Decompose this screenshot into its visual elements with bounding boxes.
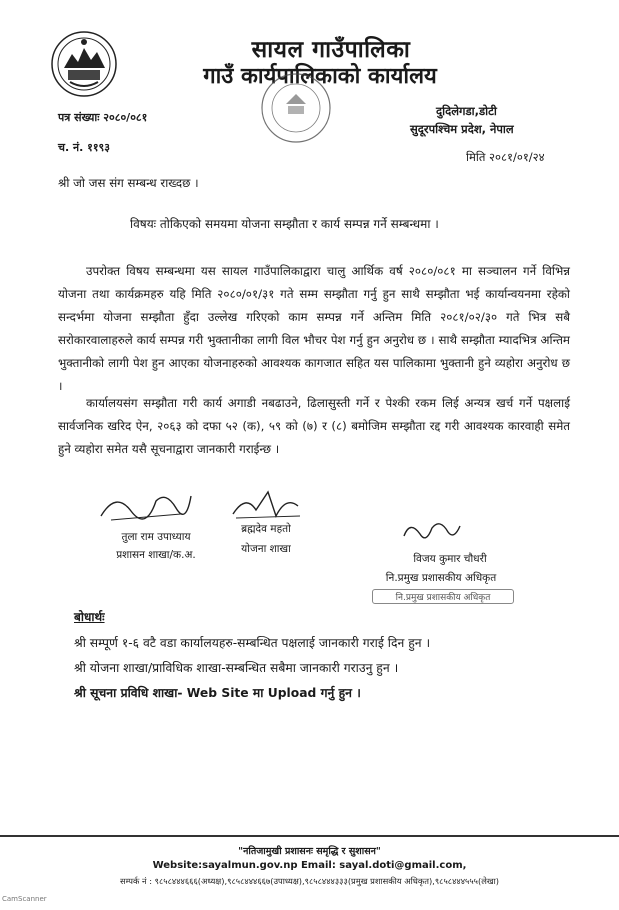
signatory-3-title: नि.प्रमुख प्रशासकीय अधिकृत bbox=[385, 572, 497, 584]
footer-motto: "नतिजामुखी प्रशासनः समृद्धि र सुशासन" bbox=[238, 846, 381, 857]
signatory-1-title: प्रशासन शाखा/क.अ. bbox=[116, 549, 196, 561]
recipient-line: श्री जो जस संग सम्बन्ध राख्दछ । bbox=[58, 176, 199, 190]
signatory-2-title: योजना शाखा bbox=[241, 543, 291, 555]
cc-heading: बोधार्थः bbox=[74, 610, 105, 624]
signature-1 bbox=[96, 486, 196, 530]
scanner-watermark: CamScanner bbox=[2, 895, 47, 903]
cc-item-3: श्री सूचना प्रविधि शाखा- Web Site मा Upload गर्नु हुन । bbox=[74, 686, 361, 700]
signatory-1-name: तुला राम उपाध्याय bbox=[121, 531, 191, 543]
org-name-line1: सायल गाउँपालिका bbox=[251, 37, 411, 63]
footer-web-email: Website:sayalmun.gov.np Email: sayal.doti@gmail.com, bbox=[152, 860, 467, 871]
office-seal-stamp bbox=[256, 68, 336, 148]
address-line2: सुदूरपश्चिम प्रदेश, नेपाल bbox=[410, 122, 514, 136]
footer-contacts: सम्पर्क नं : ९८५८४४४६६६(अध्यक्ष),९८५८४४४६६७(उपाध्यक्ष),९८५८४४४३३३(प्रमुख प्रशासकीय अधिकृत),९८५८४४४५५५(लेखा) bbox=[120, 876, 499, 886]
letter-date: मिति २०८१/०१/२४ bbox=[466, 150, 545, 164]
footer-divider bbox=[0, 835, 619, 837]
letter-number: पत्र संख्याः २०८०/०८१ bbox=[58, 111, 148, 124]
signatory-2-name: ब्रह्मदेव महतो bbox=[241, 523, 291, 535]
body-paragraph-2: कार्यालयसंग सम्झौता गरी कार्य अगाडी नबढाउने, ढिलासुस्ती गर्ने र पेश्की रकम लिई अन्यत्र खर्च गर्ने पक्षलाई सार्वजनिक खरिद ऐन, २०६३ को दफा ५२ (क), ५९ को (७) र (८) बमोजिम सम्झौता रद्द गरी आवश्यक कारवाही समेत हुने व्यहोरा समेत यसै सूचनाद्वारा जानकारी गराईन्छ । bbox=[58, 396, 570, 456]
government-emblem-logo bbox=[50, 30, 118, 98]
signatory-3-name: विजय कुमार चौधरी bbox=[413, 553, 487, 565]
address-line1: दुदिलेगडा,डोटी bbox=[436, 104, 497, 118]
subject-line: विषयः तोकिएको समयमा योजना सम्झौता र कार्य सम्पन्न गर्ने सम्बन्धमा । bbox=[130, 217, 439, 231]
dispatch-number: च. नं. ११९३ bbox=[58, 141, 110, 154]
signature-3 bbox=[396, 514, 466, 552]
org-name-line2: गाउँ कार्यपालिकाको कार्यालय bbox=[203, 64, 437, 89]
cc-item-2: श्री योजना शाखा/प्राविधिक शाखा-सम्बन्धित सबैमा जानकारी गराउनु हुन । bbox=[74, 661, 399, 675]
signatory-3-stamp: नि.प्रमुख प्रशासकीय अधिकृत bbox=[372, 589, 514, 604]
cc-item-1: श्री सम्पूर्ण १-६ वटै वडा कार्यालयहरु-सम्बन्धित पक्षलाई जानकारी गराई दिन हुन । bbox=[74, 636, 431, 650]
body-paragraph-1: उपरोक्त विषय सम्बन्धमा यस सायल गाउँपालिकाद्वारा चालु आर्थिक वर्ष २०८०/०८१ मा सञ्चालन गर्ने विभिन्न योजना तथा कार्यक्रमहरु यहि मिति २०८०/०१/३१ गते सम्म सम्झौता गर्नु हुन साथै सम्झौता भई कार्यान्वयनमा रहेको सन्दर्भमा योजना सम्झौता हुँदा उल्लेख गरिएको काम सम्पन्न गर्ने अन्तिम मिति २०८१/०२/३० गते भित्र सबै सरोकारवालाहरुले कार्य सम्पन्न गरी भुक्तानीका लागी विल भौचर पेश गर्नु हुन अनुरोध छ । साथै सम्झौता म्यादभित्र अन्तिम भुक्तानीको लागी पेश हुन आएका योजनाहरुको आवश्यक कागजात सहित यस पालिकामा भुक्तानी हुने व्यहोरा अनुरोध छ । bbox=[58, 264, 570, 393]
